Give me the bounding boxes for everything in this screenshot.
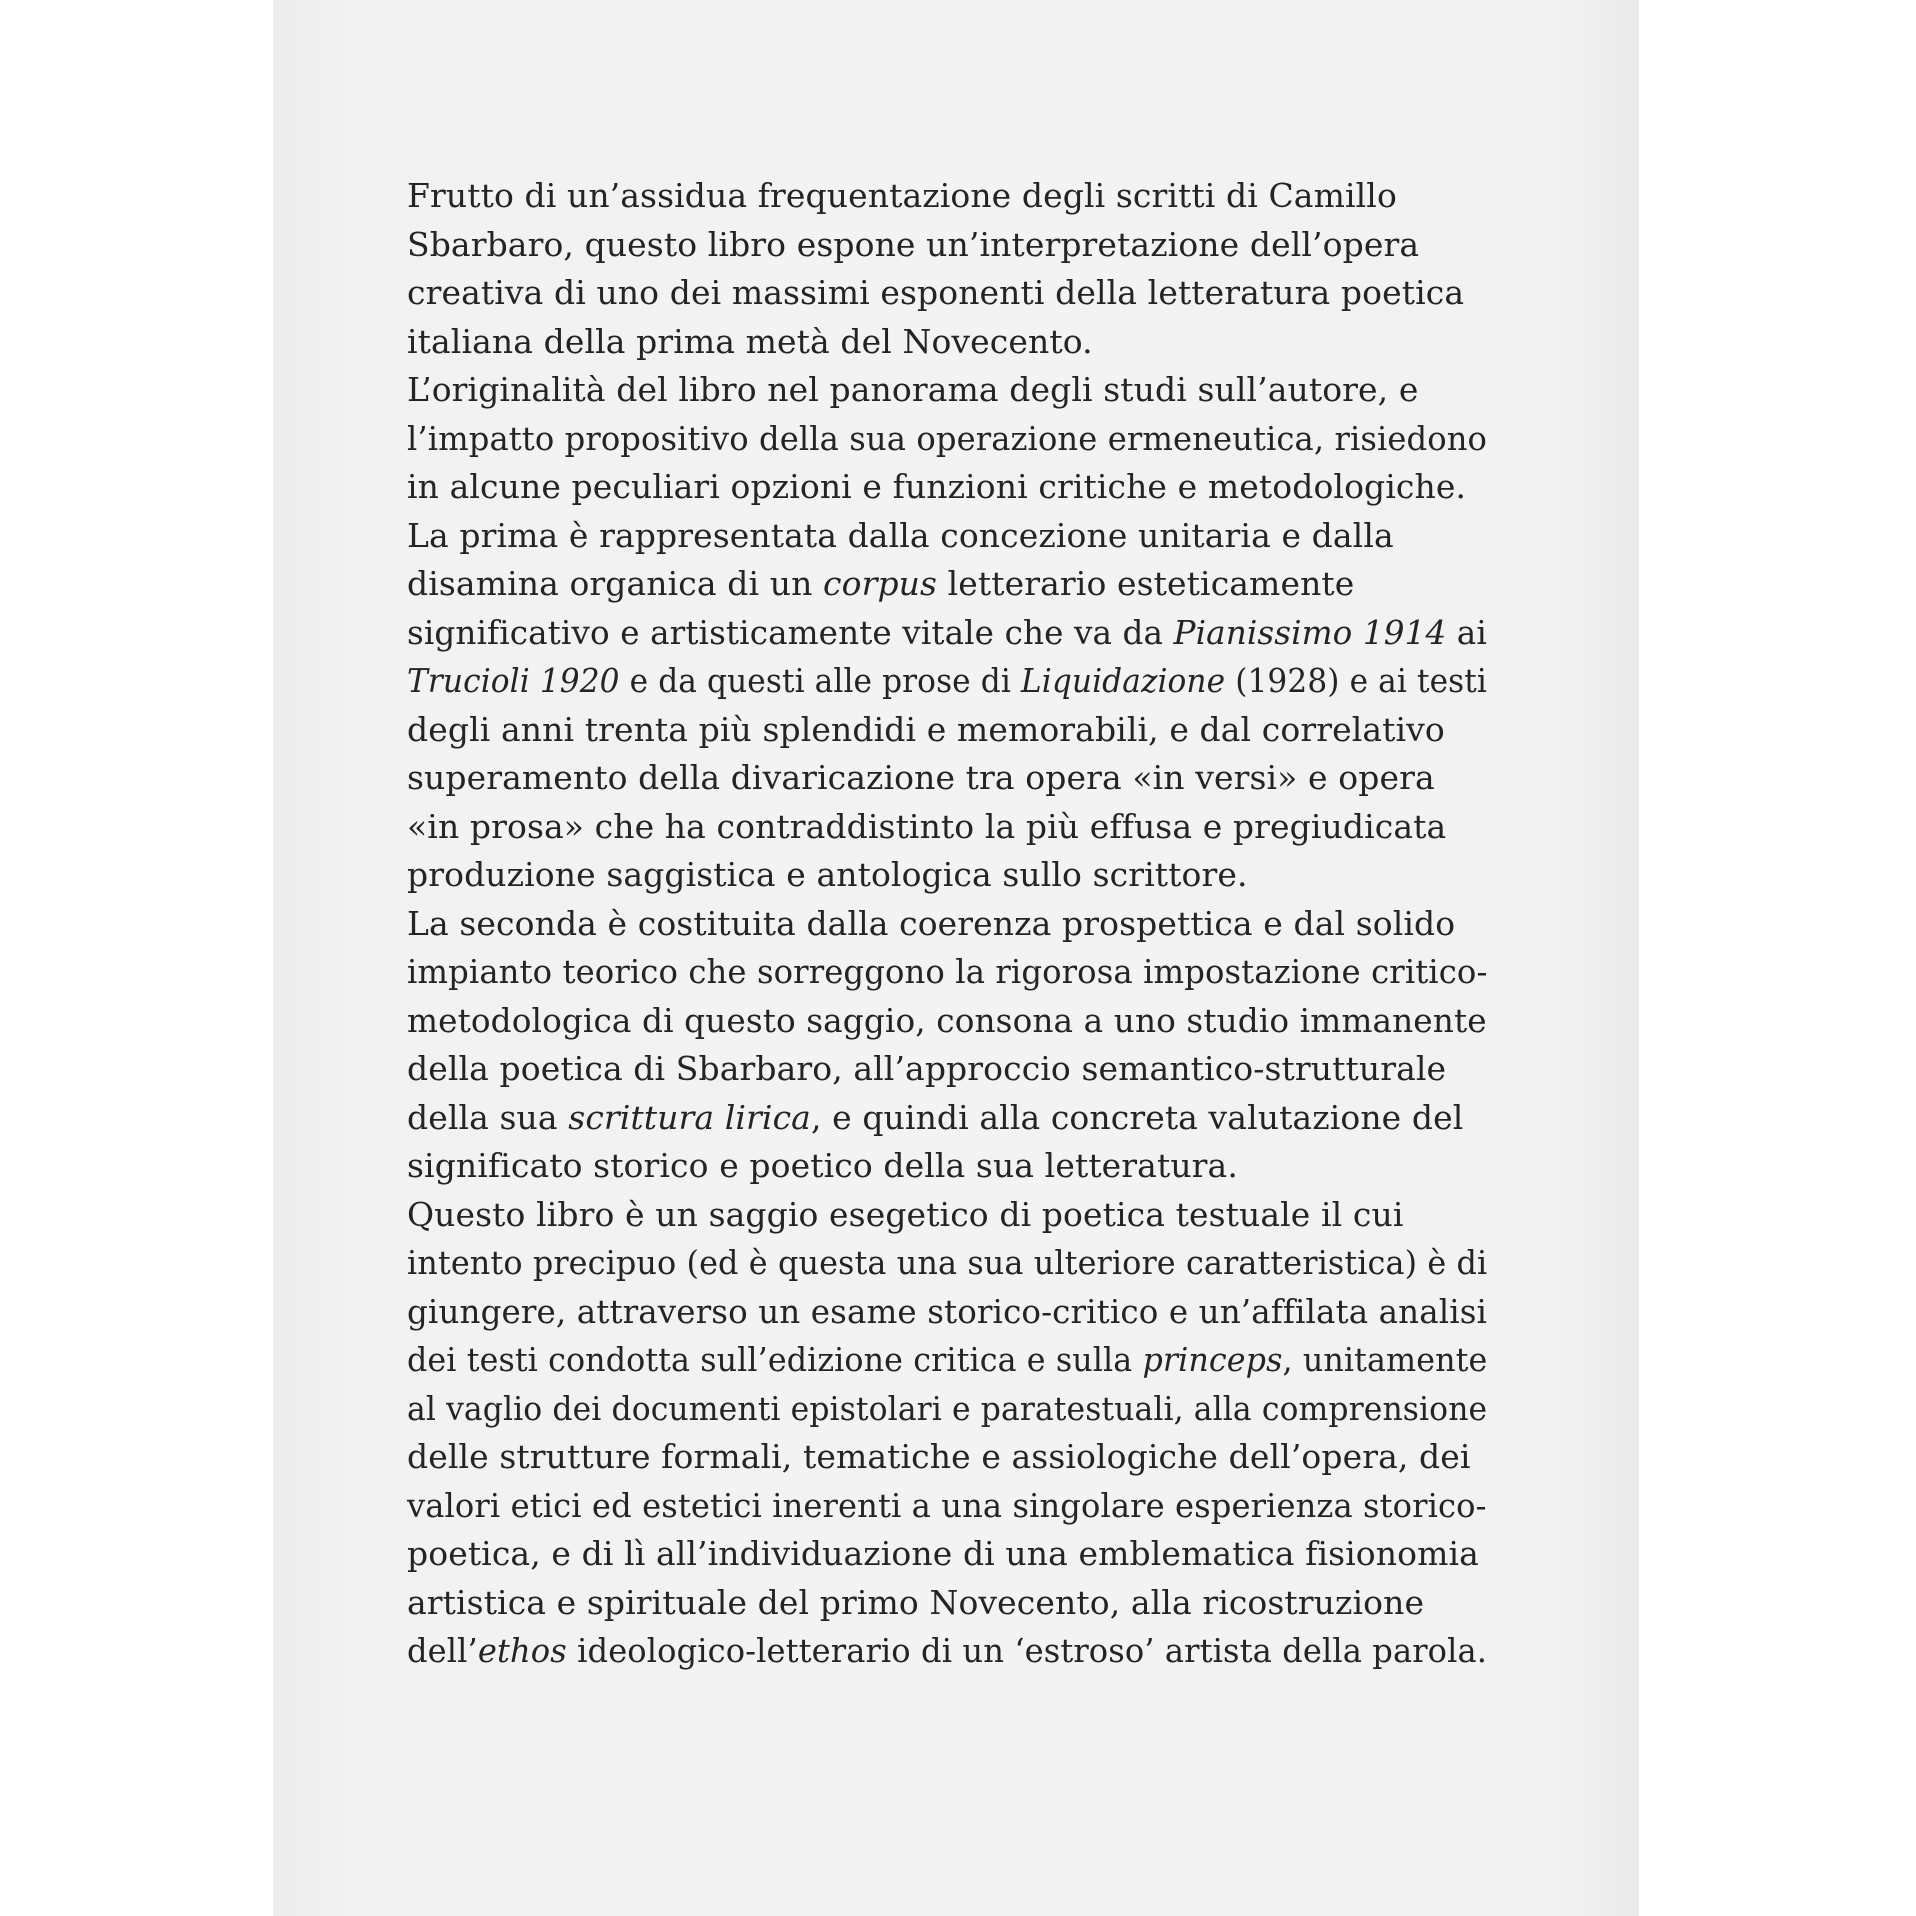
text-segment: ai <box>1446 612 1487 652</box>
blurb-line <box>407 415 1488 464</box>
text-segment: italiana della prima metà del Novecento. <box>407 321 1093 361</box>
text-segment: La prima è rappresentata dalla concezione unitaria e dalla <box>407 515 1394 555</box>
text-segment: ideologico-letterario di un ‘estroso’ artista della parola. <box>566 1631 1488 1670</box>
blurb-line <box>407 1191 1487 1240</box>
blurb-line <box>407 269 1487 318</box>
blurb-line <box>407 657 1487 706</box>
text-segment: al vaglio dei documenti epistolari e paratestuali, alla comprensione <box>407 1388 1488 1428</box>
text-segment: giungere, attraverso un esame storico-critico e un’affilata analisi <box>407 1291 1488 1331</box>
blurb-line <box>407 1239 1488 1288</box>
blurb-line <box>407 172 1487 221</box>
text-segment: Questo libro è un saggio esegetico di poetica testuale il cui <box>407 1194 1404 1234</box>
text-segment: creativa di uno dei massimi esponenti della letteratura poetica <box>407 273 1465 312</box>
text-segment: disamina organica di un <box>407 564 824 603</box>
text-segment: dei testi condotta sull’edizione critica e sulla <box>407 1340 1143 1379</box>
blurb-line <box>407 706 1487 755</box>
blurb-line <box>407 463 1487 512</box>
text-segment: Frutto di un’assidua frequentazione degli scritti di Camillo <box>407 176 1397 215</box>
text-segment: e da questi alle prose di <box>619 661 1021 700</box>
blurb-line <box>407 1336 1488 1385</box>
text-segment: , unitamente <box>1282 1340 1488 1379</box>
italic-text-segment: princeps <box>1142 1340 1283 1379</box>
blurb-line <box>407 1288 1488 1337</box>
blurb-line <box>407 948 1488 997</box>
blurb-line <box>407 1433 1487 1482</box>
text-segment: (1928) e ai testi <box>1225 661 1487 700</box>
blurb-line <box>407 1482 1487 1531</box>
blurb-line <box>407 1142 1487 1191</box>
text-segment: La seconda è costituita dalla coerenza prospettica e dal solido <box>407 903 1456 943</box>
text-segment: L’originalità del libro nel panorama degli studi sull’autore, e <box>407 370 1419 409</box>
text-segment: , e quindi alla concreta valutazione del <box>810 1097 1464 1137</box>
blurb-line <box>407 609 1487 658</box>
text-segment: significato storico e poetico della sua letteratura. <box>407 1146 1238 1185</box>
text-segment: superamento della divaricazione tra opera «in versi» e opera <box>407 758 1435 797</box>
text-segment: «in prosa» che ha contraddistinto la più effusa e pregiudicata <box>407 806 1447 846</box>
blurb-line <box>407 900 1487 949</box>
text-segment: intento precipuo (ed è questa una sua ulteriore caratteristica) è di <box>407 1243 1488 1282</box>
blurb-line <box>407 366 1487 415</box>
italic-text-segment: Trucioli 1920 <box>407 661 620 700</box>
text-segment: significativo e artisticamente vitale che va da <box>407 612 1174 652</box>
text-segment: degli anni trenta più splendidi e memorabili, e dal correlativo <box>407 709 1445 749</box>
italic-text-segment: corpus <box>823 564 938 603</box>
blurb-line <box>407 1094 1487 1143</box>
text-segment: artistica e spirituale del primo Novecento, alla ricostruzione <box>407 1582 1425 1622</box>
blurb-line <box>407 1045 1487 1094</box>
blurb-line <box>407 997 1487 1046</box>
text-segment: letterario esteticamente <box>937 564 1355 603</box>
blurb-line <box>407 221 1487 270</box>
italic-text-segment: scrittura lirica <box>568 1097 811 1137</box>
blurb-line <box>407 512 1487 561</box>
text-segment: metodologica di questo saggio, consona a uno studio immanente <box>407 1000 1487 1040</box>
text-segment: l’impatto propositivo della sua operazione ermeneutica, risiedono <box>407 418 1488 458</box>
text-segment: produzione saggistica e antologica sullo scrittore. <box>407 855 1248 894</box>
italic-text-segment: ethos <box>477 1631 567 1670</box>
blurb-line <box>407 803 1487 852</box>
blurb-line <box>407 1627 1488 1676</box>
blurb-text <box>407 172 1487 1676</box>
italic-text-segment: Liquidazione <box>1020 661 1226 700</box>
text-segment: Sbarbaro, questo libro espone un’interpretazione dell’opera <box>407 224 1420 264</box>
blurb-line <box>407 754 1487 803</box>
blurb-line <box>407 1530 1487 1579</box>
text-segment: della sua <box>407 1097 569 1137</box>
text-segment: delle strutture formali, tematiche e assiologiche dell’opera, dei <box>407 1437 1471 1476</box>
text-segment: impianto teorico che sorreggono la rigorosa impostazione critico- <box>407 952 1488 991</box>
blurb-line <box>407 1385 1488 1434</box>
blurb-line <box>407 318 1487 367</box>
blurb-line <box>407 560 1487 609</box>
text-segment: dell’ <box>407 1631 478 1670</box>
blurb-line <box>407 851 1487 900</box>
blurb-line <box>407 1579 1487 1628</box>
book-back-cover <box>273 0 1639 1916</box>
text-segment: poetica, e di lì all’individuazione di una emblematica fisionomia <box>407 1534 1479 1573</box>
text-segment: della poetica di Sbarbaro, all’approccio semantico-strutturale <box>407 1049 1447 1088</box>
text-segment: in alcune peculiari opzioni e funzioni critiche e metodologiche. <box>407 467 1467 506</box>
text-segment: valori etici ed estetici inerenti a una singolare esperienza storico- <box>407 1485 1487 1525</box>
italic-text-segment: Pianissimo 1914 <box>1173 612 1447 652</box>
